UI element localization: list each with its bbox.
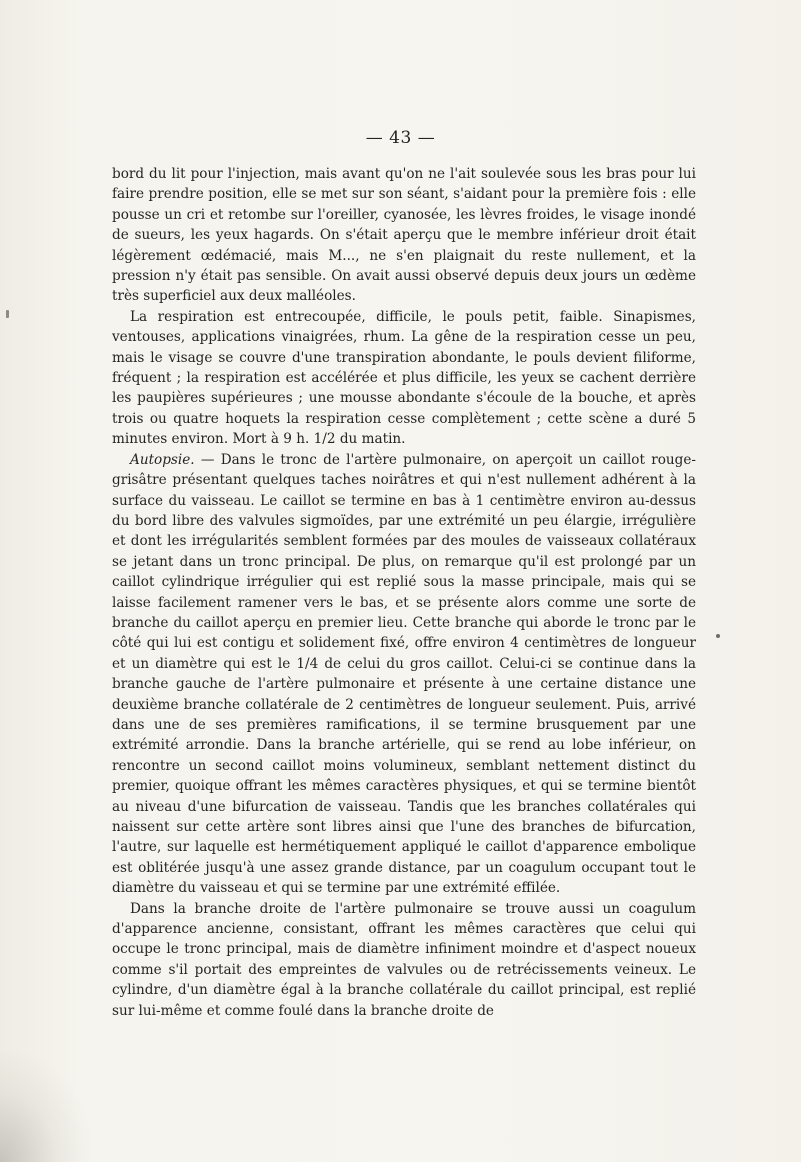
paragraph-1: bord du lit pour l'injection, mais avant qu'on ne l'ait soulevée sous les bras pour lui faire prendre position, elle se met sur son séant, s'aidant pour la première fois : elle pousse un cri et retombe sur l'oreiller, cyanosée, les lèvres froides, le visage inondé de sueurs, les yeux hagards. On s'était aperçu que le membre inférieur droit était légèrement œdémacié, mais M..., ne s'en plaignait du reste nullement, et la pression n'y était pas sensible. On avait aussi observé depuis deux jours un œdème très superficiel aux deux malléoles. [112, 166, 696, 305]
page-edge-mark [6, 310, 9, 318]
paragraph-2: La respiration est entrecoupée, difficile, le pouls petit, faible. Sinapismes, ventouses, applications vinaigrées, rhum. La gêne de la respiration cesse un peu, mais le visage se couvre d'une transpiration abondante, le pouls devient filiforme, fréquent ; la respiration est accélérée et plus difficile, les yeux se cachent derrière les paupières supérieures ; une mousse abondante s'écoule de la bouche, et après trois ou quatre hoquets la respiration cesse complètement ; cette scène a duré 5 minutes environ. Mort à 9 h. 1/2 du matin. [112, 308, 696, 448]
paragraph-3-text: — Dans le tronc de l'artère pulmonaire, on aperçoit un caillot rouge-grisâtre présentant quelques taches noirâtres et qui n'est nullement adhérent à la surface du vaisseau. Le caillot se termine en bas à 1 centimètre environ au-dessus du bord libre des valvules sigmoïdes, par une extrémité un peu élargie, irrégulière et dont les irrégularités semblent formées par des moules de vaisseaux collatéraux se jetant dans un tronc principal. De plus, on remarque qu'il est prolongé par un caillot cylindrique irrégulier qui est replié sous la masse principale, mais qui se laisse facilement ramener vers le bas, et se présente alors comme une sorte de branche du caillot aperçu en premier lieu. Cette branche qui aborde le tronc par le côté qui lui est contigu et solidement fixé, offre environ 4 centimètres de longueur et un diamètre qui est le 1/4 de celui du gros caillot. Celui-ci se continue dans la branche gauche de l'artère pulmonaire et présente à une certaine distance une deuxième branche collatérale de 2 centimètres de longueur seulement. Puis, arrivé dans une de ses premières ramifications, il se termine brusquement par une extrémité arrondie. Dans la branche artérielle, qui se rend au lobe inférieur, on rencontre un second caillot moins volumineux, semblant nettement distinct du premier, quoique offrant les mêmes caractères physiques, et qui se termine bientôt au niveau d'une bifurcation de vaisseau. Tandis que les branches collatérales qui naissent sur cette artère sont libres ainsi que l'une des branches de bifurcation, l'autre, sur laquelle est hermétiquement appliqué le caillot d'apparence embolique est oblitérée jusqu'à une assez grande distance, par un coagulum occupant tout le diamètre du vaisseau et qui se termine par une extrémité effilée. [112, 451, 696, 897]
margin-dot [716, 634, 720, 638]
paragraph-4: Dans la branche droite de l'artère pulmonaire se trouve aussi un coagulum d'apparence ancienne, consistant, offrant les mêmes caractères que celui qui occupe le tronc principal, mais de diamètre infiniment moindre et d'aspect noueux comme s'il portait des empreintes de valvules ou de retrécissements veineux. Le cylindre, d'un diamètre égal à la branche collatérale du caillot principal, est replié sur lui-même et comme foulé dans la branche droite de [112, 900, 696, 1019]
page-number: — 43 — [365, 128, 436, 148]
page-corner-shadow [0, 1052, 90, 1162]
paragraph-3 [112, 450, 696, 899]
body-text [112, 164, 696, 1021]
autopsy-heading: Autopsie. [130, 451, 195, 468]
